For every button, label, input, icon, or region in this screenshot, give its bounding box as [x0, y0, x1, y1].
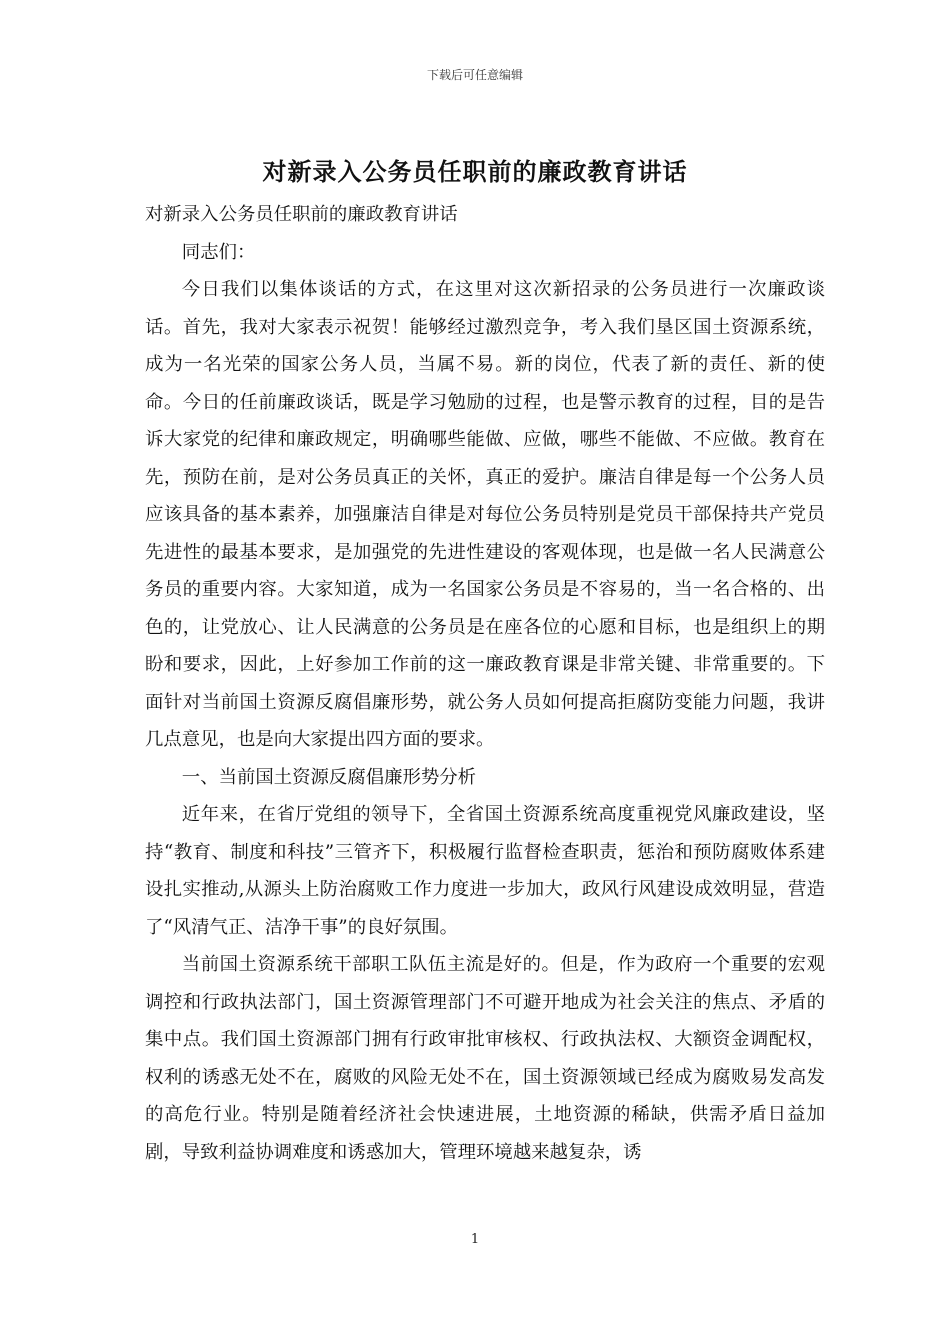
salutation-paragraph: 同志们： [181, 241, 256, 263]
body-paragraph: 当前国土资源系统干部职工队伍主流是好的。但是，作为政府一个重要的宏观调控和行政执法部门，国土资源管理部门不可避开地成为社会关注的焦点、矛盾的集中点。我们国土资源部门拥有行政审批审核权、行政执法权、大额资金调配权，权利的诱惑无处不在，腐败的风险无处不在，国土资源领域已经成为腐败易发高发的高危行业。特别是随着经济社会快速进展，土地资源的稀缺，供需矛盾日益加剧，导致利益协调难度和诱惑加大，管理环境越来越复杂，诱 [145, 954, 825, 1163]
page-number: 1 [470, 1232, 480, 1247]
section-heading: 一、当前国土资源反腐倡廉形势分析 [181, 766, 477, 788]
document-body [145, 196, 825, 1171]
subtitle-paragraph: 对新录入公务员任职前的廉政教育讲话 [145, 204, 458, 225]
body-paragraph: 今日我们以集体谈话的方式，在这里对这次新招录的公务员进行一次廉政谈话。首先，我对大家表示祝贺！能够经过激烈竞争，考入我们垦区国土资源系统，成为一名光荣的国家公务人员，当属不易。新的岗位，代表了新的责任、新的使命。今日的任前廉政谈话，既是学习勉励的过程，也是警示教育的过程，目的是告诉大家党的纪律和廉政规定，明确哪些能做、应做，哪些不能做、不应做。教育在先，预防在前，是对公务员真正的关怀，真正的爱护。廉洁自律是每一个公务人员应该具备的基本素养，加强廉洁自律是对每位公务员特别是党员干部保持共产党员先进性的最基本要求，是加强党的先进性建设的客观体现，也是做一名人民满意公务员的重要内容。大家知道，成为一名国家公务员是不容易的，当一名合格的、出色的，让党放心、让人民满意的公务员是在座各位的心愿和目标，也是组织上的期盼和要求，因此，上好参加工作前的这一廉政教育课是非常关键、非常重要的。下面针对当前国土资源反腐倡廉形势，就公务人员如何提高拒腐防变能力问题，我讲几点意见，也是向大家提出四方面的要求。 [145, 279, 825, 750]
header-note: 下载后可任意编辑 [426, 68, 523, 82]
body-paragraph: 近年来，在省厅党组的领导下，全省国土资源系统高度重视党风廉政建设，坚持“教育、制度和科技”三管齐下，积极履行监督检查职责，惩治和预防腐败体系建设扎实推动,从源头上防治腐败工作力度进一步加大，政风行风建设成效明显，营造了“风清气正、洁净干事”的良好氛围。 [145, 804, 825, 938]
document-title: 对新录入公务员任职前的廉政教育讲话 [262, 158, 688, 186]
